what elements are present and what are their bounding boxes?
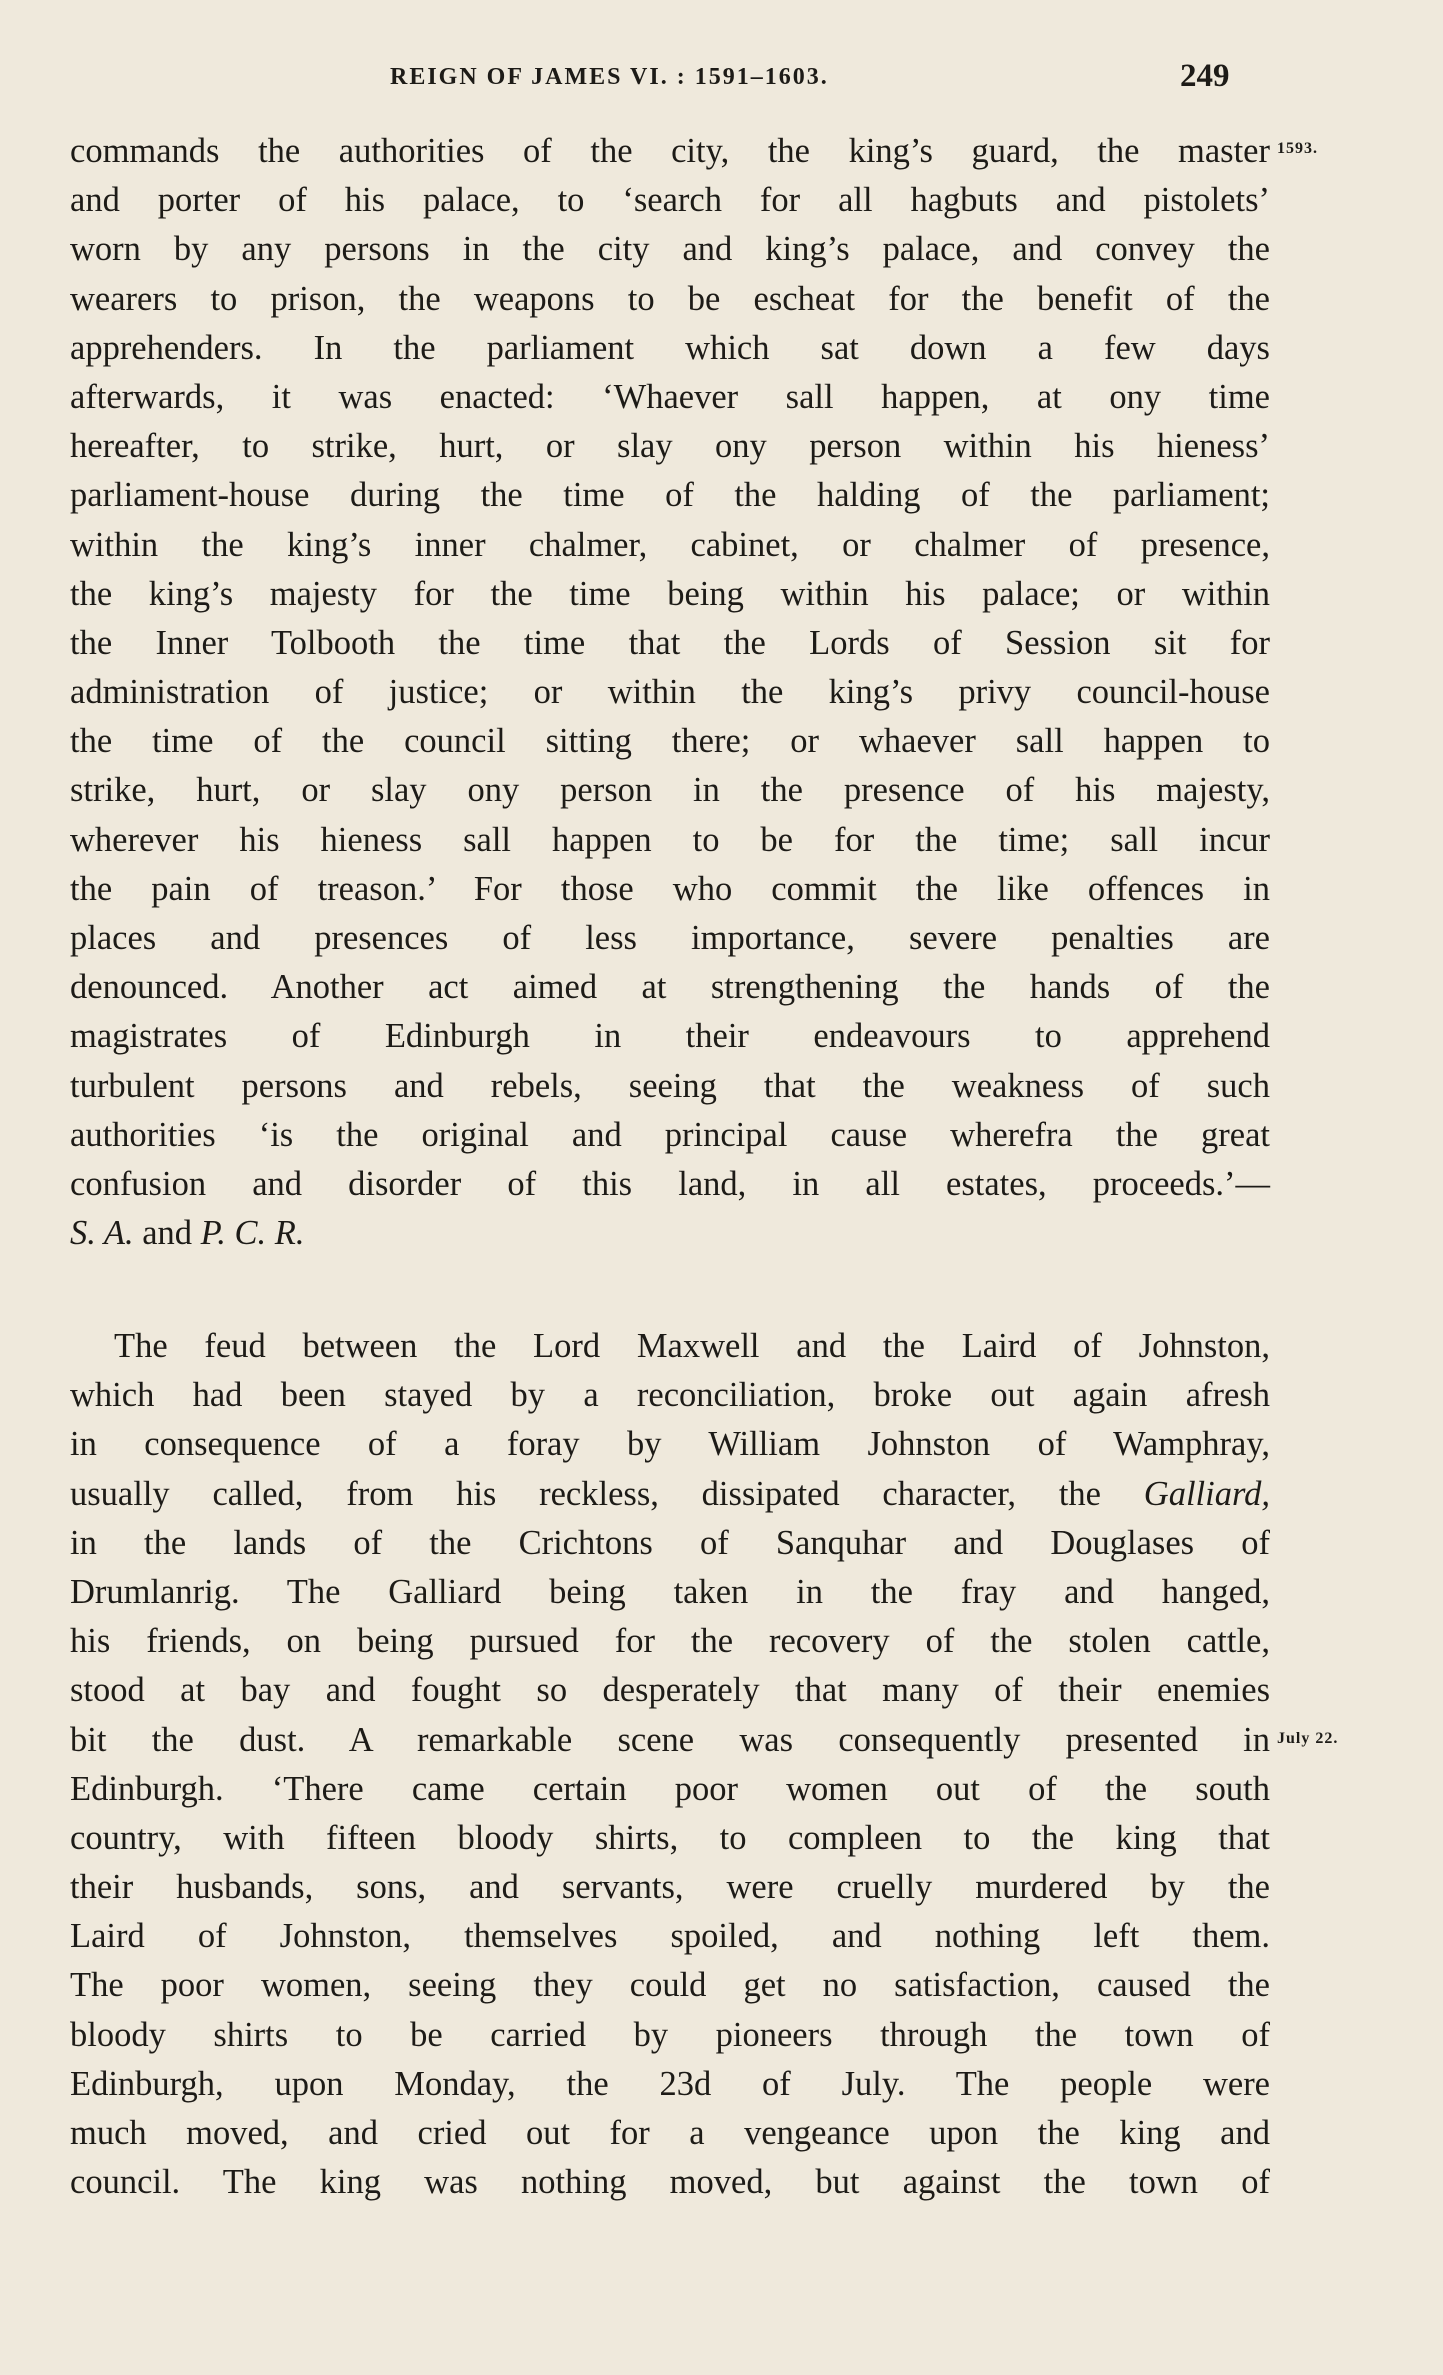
text-line: stood at bay and fought so desperately that many of their enemies xyxy=(70,1671,1270,1710)
margin-note-date: July 22. xyxy=(1277,1730,1339,1747)
text-line: bit the dust. A remarkable scene was consequently presented in xyxy=(70,1720,1270,1759)
galliard-emphasis: Galliard, xyxy=(1143,1474,1270,1513)
text-line: afterwards, it was enacted: ‘Whaever sall happen, at ony time xyxy=(70,377,1270,416)
text-line: wearers to prison, the weapons to be escheat for the benefit of the xyxy=(70,279,1270,318)
running-head: REIGN OF JAMES VI. : 1591–1603. xyxy=(390,64,829,90)
text-line: Edinburgh. ‘There came certain poor women out of the south xyxy=(70,1769,1270,1808)
text-line: the Inner Tolbooth the time that the Lords of Session sit for xyxy=(70,623,1270,662)
text-line: country, with fifteen bloody shirts, to compleen to the king that xyxy=(70,1818,1270,1857)
text-line: The poor women, seeing they could get no satisfaction, caused the xyxy=(70,1966,1270,2005)
text-line xyxy=(70,1470,1270,1519)
text-line: the time of the council sitting there; or whaever sall happen to xyxy=(70,722,1270,761)
text-line: his friends, on being pursued for the recovery of the stolen cattle, xyxy=(70,1622,1270,1661)
text-line: bloody shirts to be carried by pioneers through the town of xyxy=(70,2015,1270,2054)
citation-line xyxy=(70,1209,1270,1258)
text-line: Edinburgh, upon Monday, the 23d of July. The people were xyxy=(70,2064,1270,2103)
page-number: 249 xyxy=(1180,58,1230,94)
paragraph-1 xyxy=(70,127,1270,1258)
text-line: authorities ‘is the original and principal cause wherefra the great xyxy=(70,1115,1270,1154)
text-line: apprehenders. In the parliament which sat down a few days xyxy=(70,328,1270,367)
text-line: and porter of his palace, to ‘search for all hagbuts and pistolets’ xyxy=(70,181,1270,220)
text-line: in consequence of a foray by William Johnston of Wamphray, xyxy=(70,1425,1270,1464)
text-line: which had been stayed by a reconciliation, broke out again afresh xyxy=(70,1376,1270,1415)
text-line: magistrates of Edinburgh in their endeavours to apprehend xyxy=(70,1017,1270,1056)
text-line: parliament-house during the time of the halding of the parliament; xyxy=(70,476,1270,515)
text-line-part: usually called, from his reckless, dissipated character, the xyxy=(70,1474,1144,1513)
text-line: their husbands, sons, and servants, were cruelly murdered by the xyxy=(70,1868,1270,1907)
text-line: administration of justice; or within the king’s privy council-house xyxy=(70,673,1270,712)
text-line: council. The king was nothing moved, but against the town of xyxy=(70,2163,1270,2202)
text-line: strike, hurt, or slay ony person in the presence of his majesty, xyxy=(70,771,1270,810)
text-line: within the king’s inner chalmer, cabinet, or chalmer of presence, xyxy=(70,525,1270,564)
citation-source-a: S. A. xyxy=(70,1214,134,1253)
text-line: Drumlanrig. The Galliard being taken in the fray and hanged, xyxy=(70,1572,1270,1611)
text-line: the king’s majesty for the time being within his palace; or within xyxy=(70,574,1270,613)
text-line: The feud between the Lord Maxwell and the Laird of Johnston, xyxy=(114,1327,1270,1365)
text-line: worn by any persons in the city and king’s palace, and convey the xyxy=(70,230,1270,269)
citation-and: and xyxy=(133,1214,201,1253)
page-header xyxy=(70,58,1270,98)
text-line: Laird of Johnston, themselves spoiled, and nothing left them. xyxy=(70,1917,1270,1956)
text-line: commands the authorities of the city, the king’s guard, the master xyxy=(70,132,1270,170)
text-line: much moved, and cried out for a vengeance upon the king and xyxy=(70,2114,1270,2152)
text-line: in the lands of the Crichtons of Sanquhar and Douglases of xyxy=(70,1523,1270,1562)
text-line: hereafter, to strike, hurt, or slay ony person within his hieness’ xyxy=(70,427,1270,466)
paragraph-2 xyxy=(70,1322,1270,2207)
citation-source-b: P. C. R. xyxy=(200,1214,305,1253)
text-line: places and presences of less importance, severe penalties are xyxy=(70,919,1270,957)
margin-note-year: 1593. xyxy=(1277,140,1318,157)
text-line: wherever his hieness sall happen to be for the time; sall incur xyxy=(70,820,1270,859)
text-line: confusion and disorder of this land, in all estates, proceeds.’— xyxy=(70,1164,1270,1203)
text-line: denounced. Another act aimed at strengthening the hands of the xyxy=(70,968,1270,1007)
text-line: the pain of treason.’ For those who commit the like offences in xyxy=(70,869,1270,908)
text-line: turbulent persons and rebels, seeing that the weakness of such xyxy=(70,1066,1270,1105)
